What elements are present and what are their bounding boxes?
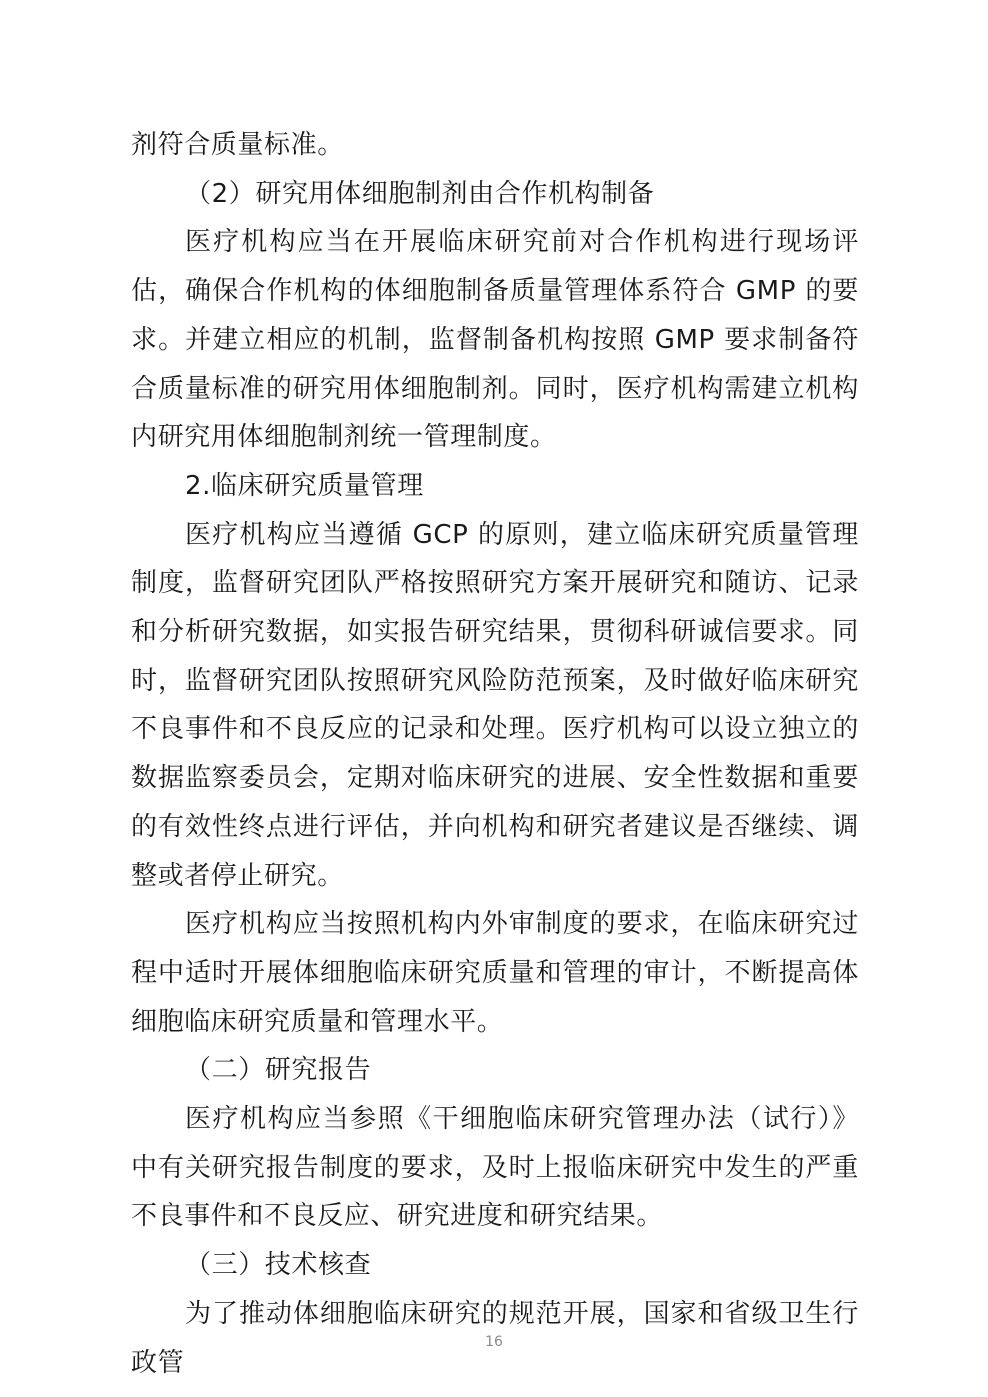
subheading-clinical-quality-management: 2.临床研究质量管理 [185, 470, 424, 501]
paragraph-technical-verification: 为了推动体细胞临床研究的规范开展，国家和省级卫生行政管 [131, 1298, 859, 1378]
paragraph-gcp-quality: 医疗机构应当遵循 GCP 的原则，建立临床研究质量管理制度，监督研究团队严格按照研究方案开展研究和随访、记录和分析研究数据，如实报告研究结果，贯彻科研诚信要求。同时，监督研究团队按照研究风险防范预案，及时做好临床研究不良事件和不良反应的记录和处理。医疗机构可以设立独立的数据监察委员会，定期对临床研究的进展、安全性数据和重要的有效性终点进行评估，并向机构和研究者建议是否继续、调整或者停止研究。 [131, 519, 859, 891]
subheading-cell-preparation-by-partner: （2）研究用体细胞制剂由合作机构制备 [185, 178, 655, 209]
paragraph-audit: 医疗机构应当按照机构内外审制度的要求，在临床研究过程中适时开展体细胞临床研究质量和管理的审计，不断提高体细胞临床研究质量和管理水平。 [131, 909, 859, 1037]
paragraph-partner-evaluation: 医疗机构应当在开展临床研究前对合作机构进行现场评估，确保合作机构的体细胞制备质量管理体系符合 GMP 的要求。并建立相应的机制，监督制备机构按照 GMP 要求制备符合质量标准的研究用体细胞制剂。同时，医疗机构需建立机构内研究用体细胞制剂统一管理制度。 [131, 227, 859, 453]
body-text [131, 121, 859, 1387]
paragraph-research-report: 医疗机构应当参照《干细胞临床研究管理办法（试行）》中有关研究报告制度的要求，及时上报临床研究中发生的严重不良事件和不良反应、研究进度和研究结果。 [131, 1104, 859, 1232]
section-heading-technical-verification: （三）技术核查 [185, 1250, 372, 1281]
section-heading-research-report: （二）研究报告 [185, 1055, 372, 1086]
paragraph-continuation: 剂符合质量标准。 [131, 130, 344, 160]
page-number: 16 [485, 1334, 503, 1350]
